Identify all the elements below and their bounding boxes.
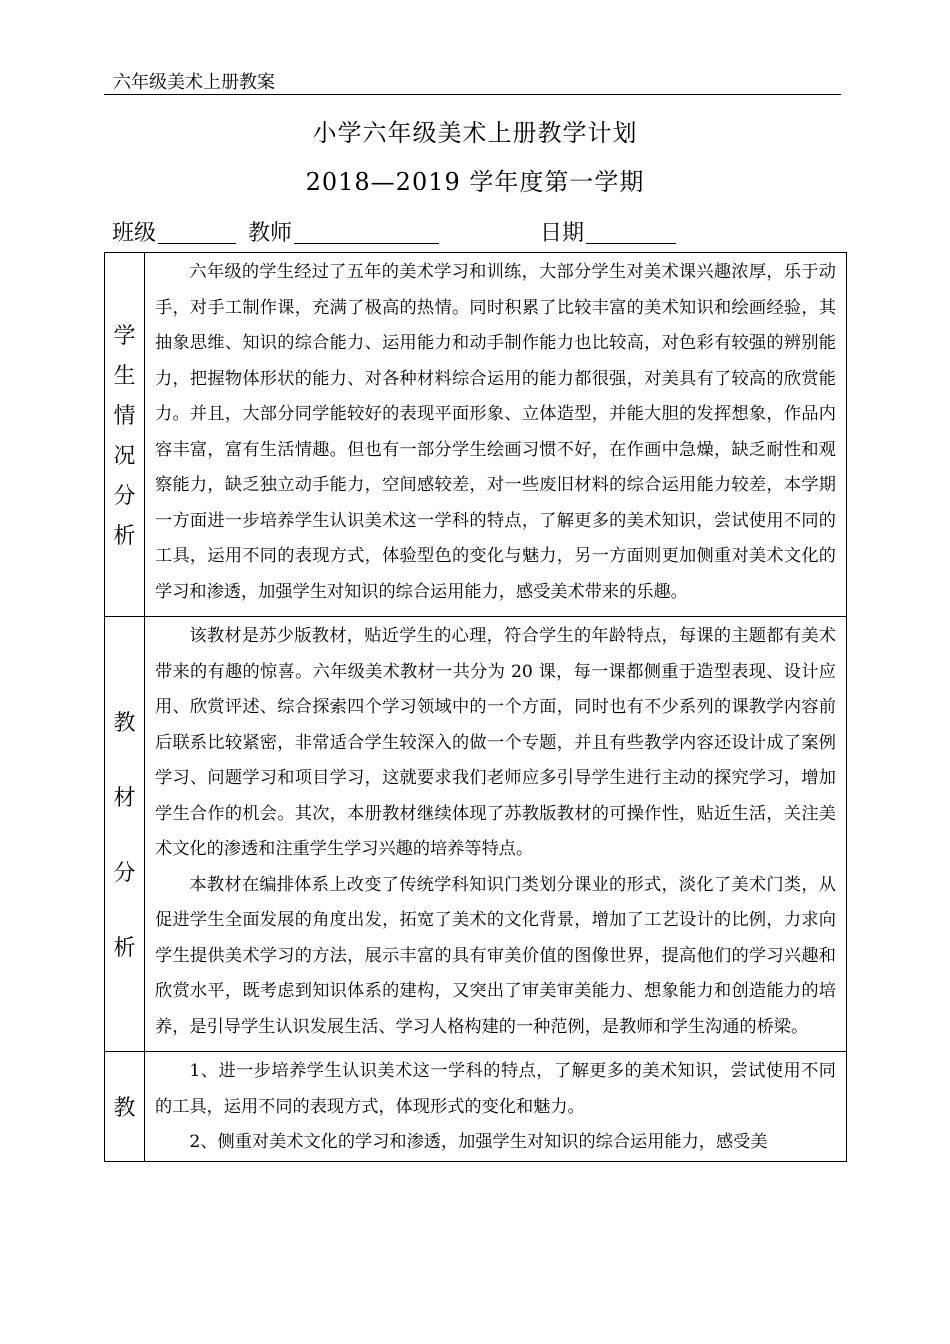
section-textbook-analysis xyxy=(105,617,847,1052)
section-label-cell xyxy=(105,617,145,1052)
class-field xyxy=(158,243,236,244)
paragraph: 2、侧重对美术文化的学习和渗透，加强学生对知识的综合运用能力，感受美 xyxy=(189,1132,768,1152)
section-label-cell xyxy=(105,1052,145,1162)
label-char: 材 xyxy=(113,786,136,811)
section-label xyxy=(105,1091,144,1122)
info-row xyxy=(112,216,712,246)
class-label: 班级 xyxy=(112,221,157,246)
paragraph: 本教材在编排体系上改变了传统学科知识门类划分课业的形式，淡化了美术门类，从促进学生全面发展的角度出发，拓宽了美术的文化背景，增加了工艺设计的比例，力求向学生提供美术学习的方法，展示丰富的具有审美价值的图像世界，提高他们的学习兴趣和欣赏水平，既考虑到知识体系的建构，又突出了审美审美能力、想象能力和创造能力的培养，是引导学生认识发展生活、学习人格构建的一种范例，是教师和学生沟通的桥梁。 xyxy=(155,874,836,1037)
paragraph: 该教材是苏少版教材，贴近学生的心理，符合学生的年龄特点，每课的主题都有美术带来的有趣的惊喜。六年级美术教材一共分为 20 课，每一课都侧重于造型表现、设计应用、欣赏评述、综合探索四个学习领域中的一个方面，同时也有不少系列的课教学内容前后联系比较紧密，非常适合学生较深入的做一个专题，并且有些教学内容还设计成了案例学习、问题学习和项目学习，这就要求我们老师应多引导学生进行主动的探究学习，增加学生合作的机会。其次，本册教材继续体现了苏教版教材的可操作性，贴近生活，关注美术文化的渗透和注重学生学习兴趣的培养等特点。 xyxy=(155,626,836,859)
running-header: 六年级美术上册教案 xyxy=(113,72,275,93)
header-divider xyxy=(104,94,841,95)
label-char: 情 xyxy=(113,404,136,429)
section-body xyxy=(145,1052,847,1162)
paragraph: 六年级的学生经过了五年的美术学习和训练，大部分学生对美术课兴趣浓厚，乐于动手，对手工制作课，充满了极高的热情。同时积累了比较丰富的美术知识和绘画经验，其抽象思维、知识的综合能力、运用能力和动手制作能力也比较高，对色彩有较强的辨别能力，把握物体形状的能力、对各种材料综合运用的能力都很强，对美具有了较高的欣赏能力。并且，大部分同学能较好的表现平面形象、立体造型，并能大胆的发挥想象，作品内容丰富，富有生活情趣。但也有一部分学生绘画习惯不好，在作画中急燥，缺乏耐性和观察能力，缺乏独立动手能力，空间感较差，对一些废旧材料的综合运用能力较差，本学期一方面进一步培养学生认识美术这一学科的特点，了解更多的美术知识，尝试使用不同的工具，运用不同的表现方式，体验型色的变化与魅力，另一方面则更加侧重对美术文化的学习和渗透，加强学生对知识的综合运用能力，感受美术带来的乐趣。 xyxy=(155,262,836,602)
label-char: 析 xyxy=(113,524,136,549)
label-char: 况 xyxy=(113,444,136,469)
section-student-analysis xyxy=(105,253,847,617)
teacher-label: 教师 xyxy=(248,221,293,246)
date-field xyxy=(586,243,676,244)
teacher-field xyxy=(294,243,439,244)
label-char: 教 xyxy=(113,1095,136,1121)
label-char: 析 xyxy=(113,936,136,961)
label-char: 教 xyxy=(113,711,136,736)
section-teaching-goals xyxy=(105,1052,847,1162)
section-label xyxy=(105,706,144,962)
paragraph: 1、进一步培养学生认识美术这一学科的特点，了解更多的美术知识，尝试使用不同的工具，运用不同的表现方式，体现形式的变化和魅力。 xyxy=(155,1061,836,1117)
section-body xyxy=(145,253,847,617)
label-char: 学 xyxy=(113,324,136,349)
section-label-cell xyxy=(105,253,145,617)
label-char: 分 xyxy=(113,484,136,509)
page-subtitle: 2018—2019 学年度第一学期 xyxy=(305,168,645,196)
section-body xyxy=(145,617,847,1052)
section-label xyxy=(105,319,144,550)
label-char: 分 xyxy=(113,861,136,886)
page-title: 小学六年级美术上册教学计划 xyxy=(312,119,638,147)
label-char: 生 xyxy=(113,364,136,389)
plan-table xyxy=(104,252,847,1162)
date-label: 日期 xyxy=(540,221,585,246)
